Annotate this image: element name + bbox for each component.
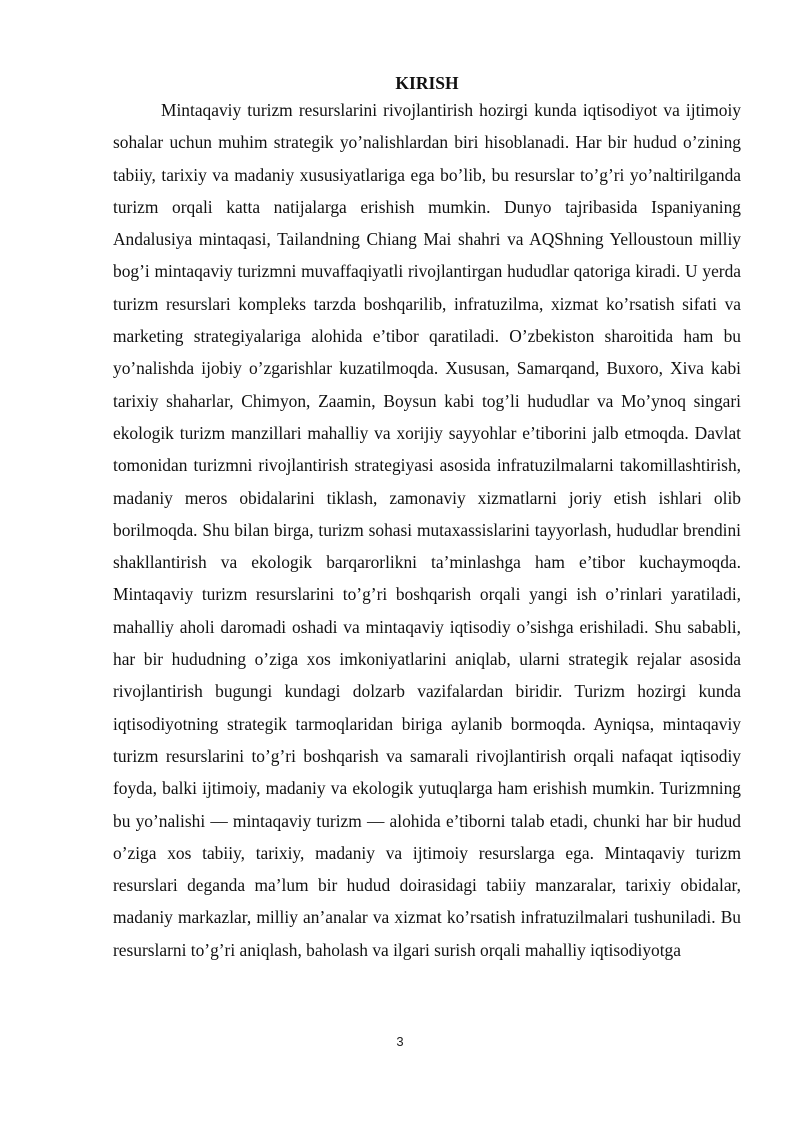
document-page	[113, 72, 741, 966]
section-title: KIRISH	[395, 73, 459, 93]
page-number: 3	[396, 1034, 404, 1049]
body-paragraph: Mintaqaviy turizm resurslarini rivojlantirish hozirgi kunda iqtisodiyot va ijtimoiy sohalar uchun muhim strategik yo’nalishlardan biri hisoblanadi. Har bir hudud o’zining tabiiy, tarixiy va madaniy xususiyatlariga ega bo’lib, bu resurslar to’g’ri yo’naltirilganda turizm orqali katta natijalarga erishish mumkin. Dunyo tajribasida Ispaniyaning Andalusiya mintaqasi, Tailandning Chiang Mai shahri va AQShning Yelloustoun milliy bog’i mintaqaviy turizmni muvaffaqiyatli rivojlantirgan hududlar qatoriga kiradi. U yerda turizm resurslari kompleks tarzda boshqarilib, infratuzilma, xizmat ko’rsatish sifati va marketing strategiyalariga alohida e’tibor qaratiladi. O’zbekiston sharoitida ham bu yo’nalishda ijobiy o’zgarishlar kuzatilmoqda. Xususan, Samarqand, Buxoro, Xiva kabi tarixiy shaharlar, Chimyon, Zaamin, Boysun kabi tog’li hududlar va Mo’ynoq singari ekologik turizm manzillari mahalliy va xorijiy sayyohlar e’tiborini jalb etmoqda. Davlat tomonidan turizmni rivojlantirish strategiyasi asosida infratuzilmalarni takomillashtirish, madaniy meros obidalarini tiklash, zamonaviy xizmatlarni joriy etish ishlari olib borilmoqda. Shu bilan birga, turizm sohasi mutaxassislarini tayyorlash, hududlar brendini shakllantirish va ekologik barqarorlikni ta’minlashga ham e’tibor kuchaymoqda. Mintaqaviy turizm resurslarini to’g’ri boshqarish orqali yangi ish o’rinlari yaratiladi, mahalliy aholi daromadi oshadi va mintaqaviy iqtisodiy o’sishga erishiladi. Shu sababli, har bir hududning o’ziga xos imkoniyatlarini aniqlab, ularni strategik rejalar asosida rivojlantirish bugungi kundagi dolzarb vazifalardan biridir. Turizm hozirgi kunda iqtisodiyotning strategik tarmoqlaridan biriga aylanib bormoqda. Ayniqsa, mintaqaviy turizm resurslarini to’g’ri boshqarish va samarali rivojlantirish orqali nafaqat iqtisodiy foyda, balki ijtimoiy, madaniy va ekologik yutuqlarga ham erishish mumkin. Turizmning bu yo’nalishi — mintaqaviy turizm — alohida e’tiborni talab etadi, chunki har bir hudud o’ziga xos tabiiy, tarixiy, madaniy va ijtimoiy resurslarga ega. Mintaqaviy turizm resurslari deganda ma’lum bir hudud doirasidagi tabiiy manzaralar, tarixiy obidalar, madaniy markazlar, milliy an’analar va xizmat ko’rsatish infratuzilmalari tushuniladi. Bu resurslarni to’g’ri aniqlash, baholash va ilgari surish orqali mahalliy iqtisodiyotga	[113, 100, 741, 960]
